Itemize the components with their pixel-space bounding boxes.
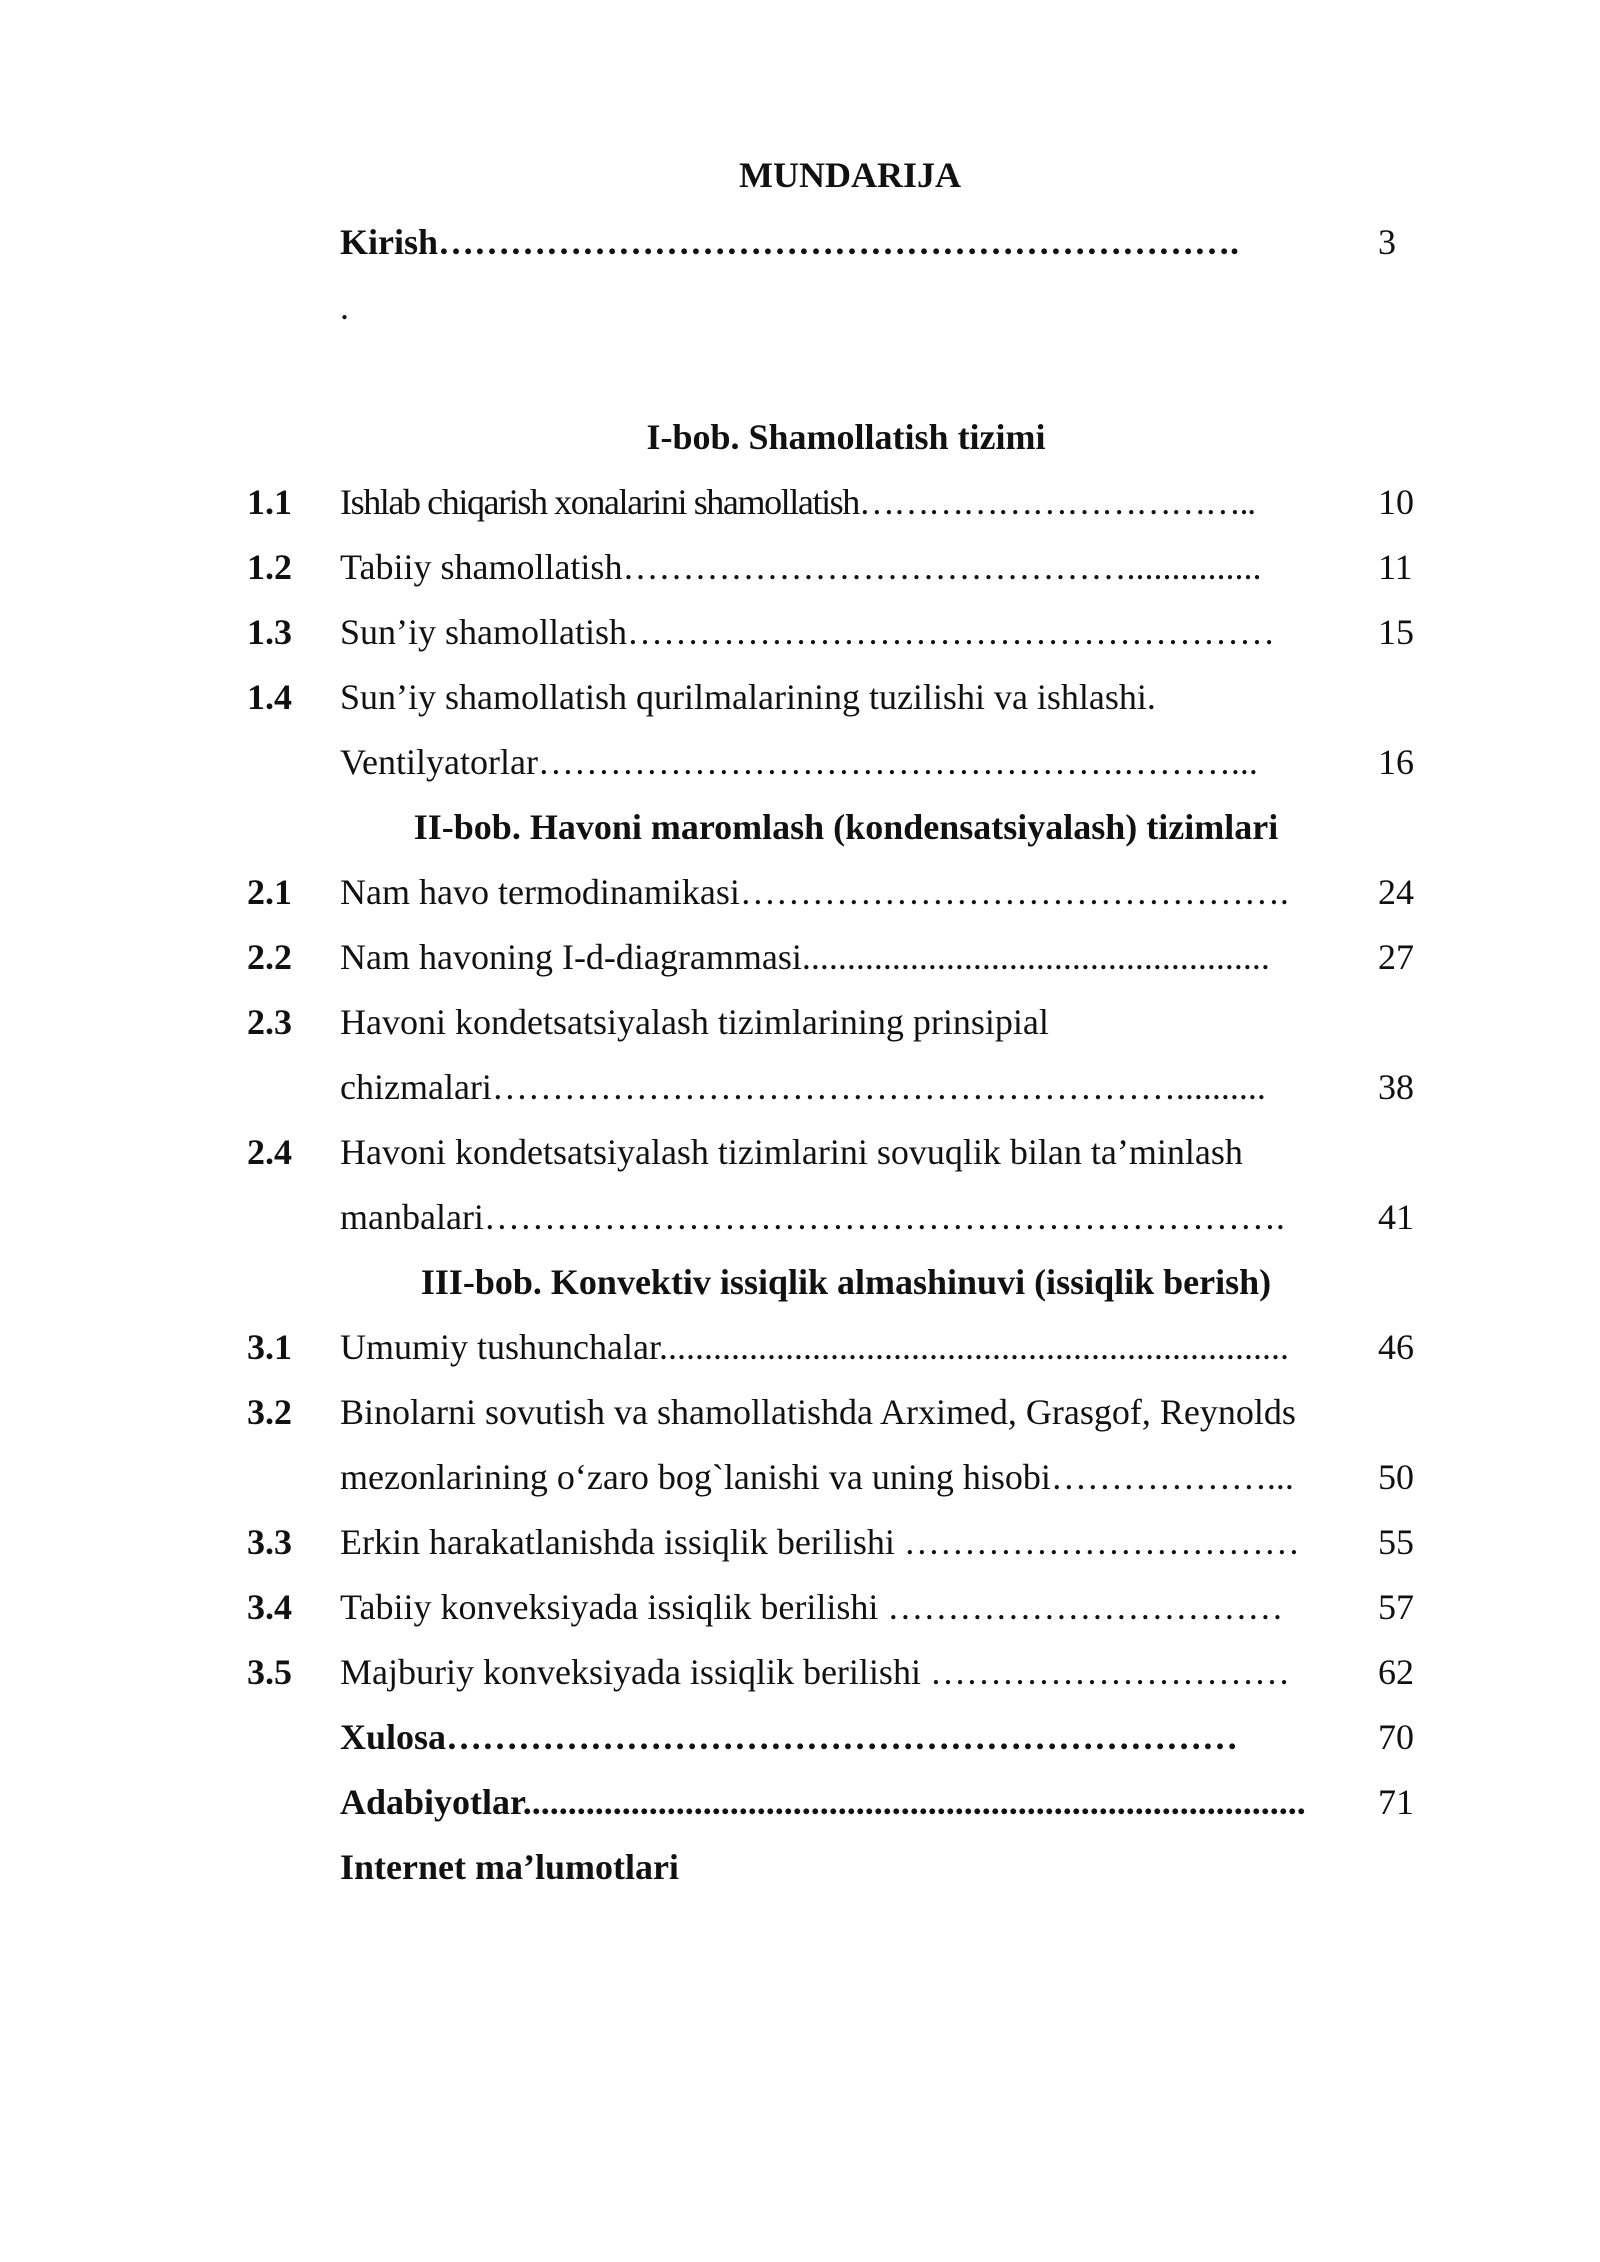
toc-entry-internet-sources: [0, 1842, 1600, 1892]
toc-entry-text: Tabiiy shamollatish……………………………………...............: [340, 547, 1262, 587]
toc-entry-continuation: [0, 1192, 1600, 1242]
toc-entry-text: chizmalari…………………………………………………..........: [340, 1067, 1266, 1107]
toc-entry-text: Sun’iy shamollatish qurilmalarining tuzilishi va ishlashi.: [340, 677, 1156, 717]
toc-entry-text: Umumiy tushunchalar......................................................................: [340, 1327, 1289, 1367]
toc-entry: [0, 1322, 1600, 1372]
toc-entry: [0, 1582, 1600, 1632]
toc-entry: [0, 997, 1600, 1047]
toc-entry-page: 55: [1378, 1522, 1414, 1562]
toc-entry-page: 62: [1378, 1652, 1414, 1692]
toc-entry-number: 2.3: [247, 1002, 292, 1042]
toc-entry-page: 70: [1378, 1717, 1414, 1757]
toc-entry-text: Xulosa…………………………………………………………: [340, 1717, 1239, 1757]
toc-entry-page: 3: [1378, 222, 1396, 262]
toc-entry-number: 1.2: [247, 547, 292, 587]
toc-entry-number: 3.5: [247, 1652, 292, 1692]
toc-entry-text: Kirish………………………………………………………….: [340, 222, 1240, 262]
toc-entry-text: Nam havoning I-d-diagrammasi....................................................: [340, 937, 1270, 977]
toc-entry-number: 3.4: [247, 1587, 292, 1627]
toc-entry-text: Binolarni sovutish va shamollatishda Arximed, Grasgof, Reynolds: [340, 1392, 1296, 1432]
toc-entry: [0, 542, 1600, 592]
toc-entry-continuation: [0, 1062, 1600, 1112]
toc-entry-page: 10: [1378, 482, 1414, 522]
toc-entry: [0, 672, 1600, 722]
toc-entry: [0, 867, 1600, 917]
toc-entry-number: 1.3: [247, 612, 292, 652]
toc-entry: [0, 932, 1600, 982]
page-title: MUNDARIJA: [739, 155, 961, 195]
toc-entry-text: Havoni kondetsatsiyalash tizimlarining prinsipial: [340, 1002, 1049, 1042]
chapter-heading: II-bob. Havoni maromlash (kondensatsiyalash) tizimlari: [413, 807, 1279, 847]
toc-entry-page: 46: [1378, 1327, 1414, 1367]
toc-entry-number: 2.2: [247, 937, 292, 977]
toc-entry-number: 3.3: [247, 1522, 292, 1562]
toc-entry: [0, 1387, 1600, 1437]
toc-entry-page: 71: [1378, 1782, 1414, 1822]
toc-entry-continuation: [0, 1452, 1600, 1502]
toc-entry-number: 1.1: [247, 482, 292, 522]
toc-entry: [0, 607, 1600, 657]
chapter-heading: I-bob. Shamollatish tizimi: [646, 417, 1046, 457]
toc-entry-text: Internet ma’lumotlari: [340, 1847, 679, 1887]
toc-entry: [0, 1127, 1600, 1177]
toc-entry-text: Ventilyatorlar………………………………………….………...: [340, 742, 1258, 782]
toc-entry-number: 3.2: [247, 1392, 292, 1432]
toc-entry-page: 24: [1378, 872, 1414, 912]
toc-entry-page: 15: [1378, 612, 1414, 652]
toc-entry: [0, 1517, 1600, 1567]
toc-entry: [0, 477, 1600, 527]
toc-entry-text: Tabiiy konveksiyada issiqlik berilishi ……………………………: [340, 1587, 1284, 1627]
toc-entry-page: 16: [1378, 742, 1414, 782]
toc-entry-continuation: [0, 737, 1600, 787]
toc-entry-number: 2.1: [247, 872, 292, 912]
toc-entry-conclusion: [0, 1712, 1600, 1762]
toc-entry-number: 2.4: [247, 1132, 292, 1172]
toc-entry-number: 3.1: [247, 1327, 292, 1367]
toc-entry-text: Ishlab chiqarish xonalarini shamollatish……………………………..: [340, 482, 1255, 522]
toc-entry-text: manbalari………………………………………………………….: [340, 1197, 1285, 1237]
toc-entry: [0, 1647, 1600, 1697]
toc-entry-text: Sun’iy shamollatish………………………………………………: [340, 612, 1275, 652]
toc-entry-page: 11: [1378, 547, 1413, 587]
toc-entry-page: 50: [1378, 1457, 1414, 1497]
toc-entry-text: Majburiy konveksiyada issiqlik berilishi …………………………: [340, 1652, 1290, 1692]
toc-entry-text: Havoni kondetsatsiyalash tizimlarini sovuqlik bilan ta’minlash: [340, 1132, 1243, 1172]
chapter-heading: III-bob. Konvektiv issiqlik almashinuvi (issiqlik berish): [420, 1262, 1272, 1302]
toc-entry-text: Adabiyotlar.......................................................................................: [340, 1782, 1306, 1822]
toc-entry-page: 38: [1378, 1067, 1414, 1107]
toc-entry-references: [0, 1777, 1600, 1827]
toc-entry-text: Nam havo termodinamikasi……………………………………….: [340, 872, 1289, 912]
toc-entry-page: 27: [1378, 937, 1414, 977]
toc-entry-text: Erkin harakatlanishda issiqlik berilishi ……………………………: [340, 1522, 1300, 1562]
toc-entry-page: 41: [1378, 1197, 1414, 1237]
toc-entry-page: 57: [1378, 1587, 1414, 1627]
toc-entry-wrap-dot: .: [340, 287, 349, 327]
toc-entry-text: mezonlarining o‘zaro bog`lanishi va uning hisobi………………...: [340, 1457, 1294, 1497]
toc-entry-intro: [0, 217, 1600, 267]
toc-entry-number: 1.4: [247, 677, 292, 717]
